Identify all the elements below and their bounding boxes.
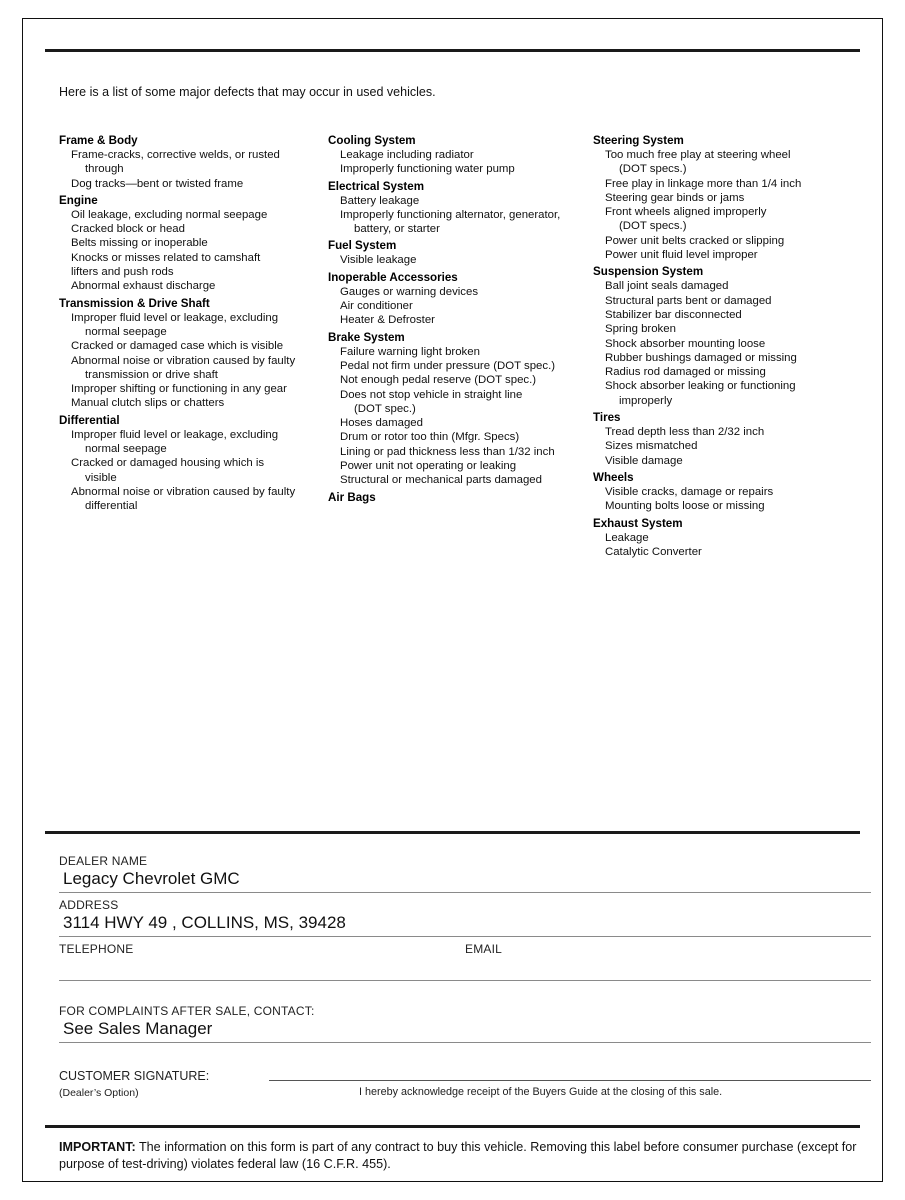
defect-item: Improper fluid level or leakage, excluding [71,428,279,441]
defect-item: Cracked block or head [71,223,185,236]
defect-item: Tread depth less than 2/32 inch [605,426,765,439]
defect-item: Belts missing or inoperable [71,237,208,250]
defect-item: Visible leakage [340,254,417,267]
defect-item: Abnormal noise or vibration caused by faulty [71,354,296,367]
bottom-divider [45,1125,860,1128]
telephone-label: TELEPHONE [59,942,134,956]
defects-column-3 [585,131,848,560]
defect-item: Improper fluid level or leakage, excluding [71,311,279,324]
complaints-contact-value: See Sales Manager [63,1019,213,1038]
defect-item: Visible cracks, damage or repairs [605,485,774,498]
defect-item: Air conditioner [340,300,413,313]
dealer-form [59,849,871,1105]
dealer-name-field[interactable] [59,849,871,893]
defect-item: Gauges or warning devices [340,285,479,298]
defect-item: Rubber bushings damaged or missing [605,351,797,364]
customer-signature-row[interactable] [59,1067,871,1105]
defect-group [593,133,834,262]
defect-item: Power unit fluid level improper [605,249,758,262]
defects-column-2 [322,131,585,560]
complaints-contact-label: FOR COMPLAINTS AFTER SALE, CONTACT: [59,1004,315,1018]
defect-group [328,179,571,237]
defect-item: Power unit belts cracked or slipping [605,234,785,247]
defect-group-title: Brake System [328,330,405,344]
defect-group [593,516,834,560]
top-divider [45,49,860,52]
defect-item: through [85,163,124,176]
defect-item: improperly [619,394,673,407]
defect-item: Abnormal noise or vibration caused by faulty [71,485,296,498]
defect-item: (DOT specs.) [619,220,687,233]
defect-group [328,133,571,177]
defect-group [59,133,308,191]
defect-item: Heater & Defroster [340,314,435,327]
defect-group-title: Suspension System [593,265,704,279]
form-sheet [22,18,883,1182]
defect-item: Steering gear binds or jams [605,191,745,204]
defect-group [593,470,834,514]
defect-item: Too much free play at steering wheel [605,149,791,161]
defect-item: Spring broken [605,323,676,336]
defect-item: Abnormal exhaust discharge [71,280,216,293]
defect-item: (DOT specs.) [619,163,687,176]
customer-signature-label: CUSTOMER SIGNATURE: [59,1069,210,1083]
defect-item: (DOT spec.) [354,402,416,415]
defect-item: normal seepage [85,325,167,338]
defect-item: Ball joint seals damaged [605,280,729,293]
email-label: EMAIL [465,942,503,956]
defect-group-title: Steering System [593,134,684,147]
telephone-value [59,956,465,980]
important-label: IMPORTANT: [59,1140,136,1154]
middle-divider [45,831,860,834]
defect-item: Lining or pad thickness less than 1/32 inch [340,445,555,458]
defect-item: Sizes mismatched [605,440,698,453]
signature-sublabel: (Dealer’s Option) [59,1087,139,1099]
acknowledgement-text: I hereby acknowledge receipt of the Buyers Guide at the closing of this sale. [359,1086,723,1098]
defect-item: differential [85,500,138,513]
defect-item: Leakage [605,531,649,544]
defect-group-title: Tires [593,411,621,425]
email-group[interactable] [465,937,871,980]
defect-group [328,270,571,328]
defect-item: normal seepage [85,443,167,456]
defect-item: Cracked or damaged housing which is [71,457,265,470]
defect-group [593,410,834,468]
defect-item: Knocks or misses related to camshaft [71,251,261,264]
defect-item: Structural parts bent or damaged [605,294,772,307]
defect-item: Visible damage [605,454,683,467]
defect-item: Radius rod damaged or missing [605,366,766,379]
defect-group-title: Engine [59,193,98,207]
telephone-group[interactable] [59,937,465,980]
dealer-name-value: Legacy Chevrolet GMC [63,869,240,888]
address-value: 3114 HWY 49 , COLLINS, MS, 39428 [63,913,346,932]
defect-item: Free play in linkage more than 1/4 inch [605,177,802,190]
defect-item: lifters and push rods [71,266,174,279]
defect-item: Cracked or damaged case which is visible [71,340,284,353]
defect-group-title: Wheels [593,470,634,484]
defect-item: Stabilizer bar disconnected [605,308,742,321]
defect-group [328,238,571,267]
defect-group [328,330,571,488]
defect-item: Hoses damaged [340,417,423,430]
defect-item: Pedal not firm under pressure (DOT spec.) [340,359,556,372]
defect-group [59,413,308,514]
defect-item: transmission or drive shaft [85,368,218,381]
defect-item: Catalytic Converter [605,545,702,558]
defect-item: Frame-cracks, corrective welds, or rusted [71,149,280,161]
defect-group [59,296,308,411]
dealer-name-label: DEALER NAME [59,854,148,868]
defect-group-title: Fuel System [328,239,397,253]
complaints-contact-field[interactable] [59,999,871,1043]
defect-group-title: Cooling System [328,134,416,147]
defect-group-title: Differential [59,413,120,427]
defect-item: Does not stop vehicle in straight line [340,388,523,401]
signature-line[interactable] [269,1080,871,1081]
intro-text: Here is a list of some major defects that may occur in used vehicles. [59,85,436,99]
defect-item: Drum or rotor too thin (Mfgr. Specs) [340,431,520,444]
defect-item: Not enough pedal reserve (DOT spec.) [340,374,537,387]
telephone-email-field[interactable] [59,937,871,981]
defect-item: Manual clutch slips or chatters [71,397,225,410]
defect-item: Shock absorber leaking or functioning [605,380,796,393]
important-text: The information on this form is part of any contract to buy this vehicle. Removing this label before consumer purchase (except for purpose of test-driving) violates federal law (16 C.F.R. 455). [59,1140,857,1171]
email-value [465,956,871,980]
form-spacer [59,981,871,999]
address-field[interactable] [59,893,871,937]
defect-group-title: Inoperable Accessories [328,270,458,284]
defect-item: Leakage including radiator [340,149,474,161]
defect-group-title: Transmission & Drive Shaft [59,296,210,310]
defect-item: Battery leakage [340,194,420,207]
defect-item: visible [85,471,117,484]
address-label: ADDRESS [59,898,119,912]
defect-item: Shock absorber mounting loose [605,337,766,350]
defect-item: Front wheels aligned improperly [605,206,767,219]
defect-group-title: Exhaust System [593,516,683,530]
defect-item: Improper shifting or functioning in any gear [71,383,287,396]
defect-group-title: Electrical System [328,179,425,193]
defect-group-title: Air Bags [328,490,376,504]
defect-item: Power unit not operating or leaking [340,460,517,473]
defect-item: Oil leakage, excluding normal seepage [71,208,268,221]
defect-item: battery, or starter [354,223,440,236]
defects-columns [59,131,849,560]
defect-group [593,264,834,408]
defect-group [59,193,308,294]
defect-item: Dog tracks—bent or twisted frame [71,177,244,190]
defect-item: Improperly functioning alternator, generator, [340,208,561,221]
defect-item: Mounting bolts loose or missing [605,500,765,513]
defect-group-title: Frame & Body [59,134,138,147]
defects-column-1 [59,131,322,560]
defect-item: Failure warning light broken [340,345,480,358]
defect-item: Improperly functioning water pump [340,163,515,176]
defect-item: Structural or mechanical parts damaged [340,474,542,487]
defect-group [328,490,571,505]
important-notice [59,1139,875,1173]
